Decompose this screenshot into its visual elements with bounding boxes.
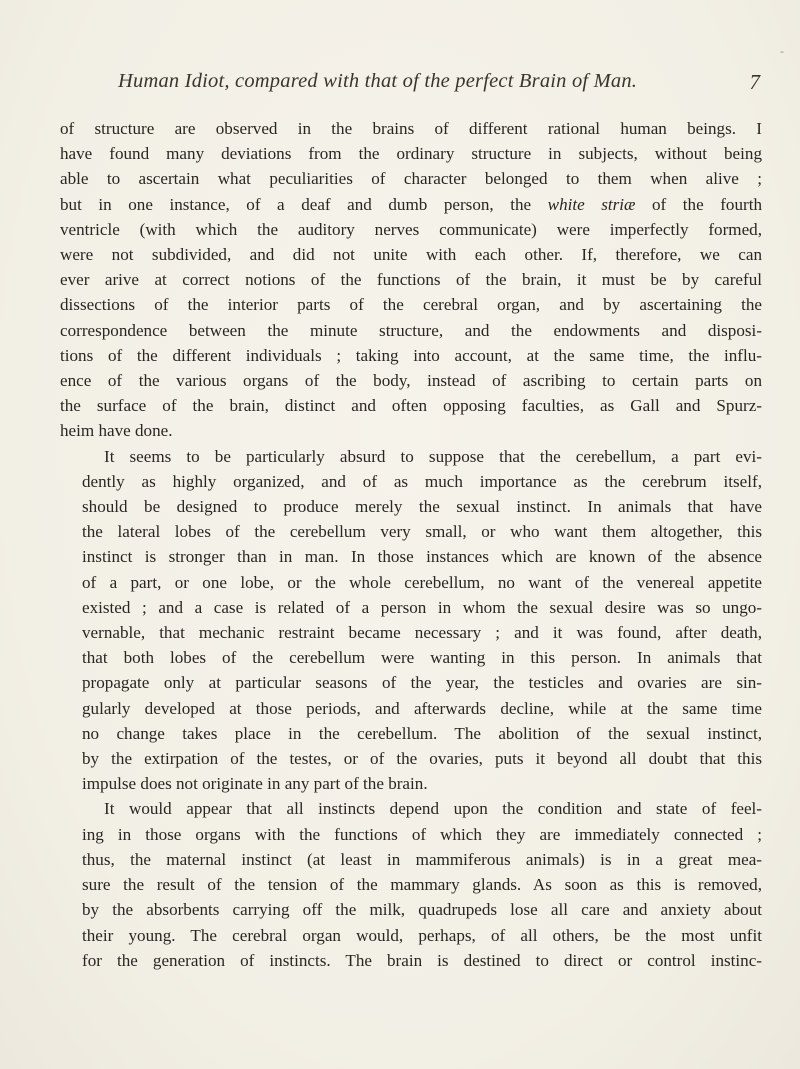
text-line: of a part, or one lobe, or the whole cerebellum, no want of the venereal appetite — [82, 572, 762, 592]
text-line: the surface of the brain, distinct and often opposing faculties, as Gall and Spurz- — [60, 396, 762, 416]
italic-phrase: white striæ — [547, 194, 636, 214]
running-title: Human Idiot, compared with that of the perfect Brain of Man. — [118, 70, 638, 92]
text-line: for the generation of instincts. The brain is destined to direct or control instinc- — [82, 950, 762, 970]
text-line-with-italic — [60, 192, 762, 217]
text-line: by the extirpation of the testes, or of the ovaries, puts it beyond all doubt that this — [82, 749, 762, 769]
text-line: propagate only at particular seasons of the year, the testicles and ovaries are sin- — [82, 673, 762, 693]
text-line: gularly developed at those periods, and afterwards decline, while at the same time — [82, 698, 762, 718]
text-line: thus, the maternal instinct (at least in mammiferous animals) is in a great mea- — [82, 849, 762, 869]
text-line: that both lobes of the cerebellum were wanting in this person. In animals that — [82, 648, 762, 668]
text-line: existed ; and a case is related of a person in whom the sexual desire was so ungo- — [82, 597, 762, 617]
paragraph-1 — [60, 116, 762, 444]
text-line: should be designed to produce merely the sexual instinct. In animals that have — [82, 497, 762, 517]
page-number: 7 — [749, 70, 760, 94]
text-segment: of the fourth — [635, 194, 762, 214]
text-line: ventricle (with which the auditory nerves communicate) were imperfectly formed, — [60, 219, 762, 239]
text-line: have found many deviations from the ordinary structure in subjects, without being — [60, 144, 762, 164]
text-line: able to ascertain what peculiarities of character belonged to them when alive ; — [60, 169, 762, 189]
text-line: of structure are observed in the brains of different rational human beings. I — [60, 119, 762, 138]
paragraph-3 — [60, 796, 762, 972]
text-line: impulse does not originate in any part of the brain. — [82, 774, 428, 794]
corner-mark: - — [780, 44, 784, 58]
text-line: heim have done. — [60, 421, 173, 441]
text-line: tions of the different individuals ; taking into account, at the same time, the influ- — [60, 345, 762, 365]
text-line: vernable, that mechanic restraint became necessary ; and it was found, after death, — [82, 623, 762, 643]
text-line: correspondence between the minute structure, and the endowments and disposi- — [60, 320, 762, 340]
text-line: ever arive at correct notions of the functions of the brain, it must be by careful — [60, 270, 762, 290]
paragraph-2 — [60, 444, 762, 797]
text-line: It seems to be particularly absurd to suppose that the cerebellum, a part evi- — [104, 446, 762, 466]
text-line: no change takes place in the cerebellum. The abolition of the sexual instinct, — [82, 723, 762, 743]
text-line: It would appear that all instincts depend upon the condition and state of feel- — [104, 799, 762, 819]
text-line: were not subdivided, and did not unite with each other. If, therefore, we can — [60, 245, 762, 265]
running-head — [60, 70, 760, 100]
text-line: dently as highly organized, and of as much importance as the cerebrum itself, — [82, 471, 762, 491]
body-text — [60, 116, 762, 973]
text-line: instinct is stronger than in man. In those instances which are known of the absence — [82, 547, 762, 567]
text-line: by the absorbents carrying off the milk, quadrupeds lose all care and anxiety about — [82, 900, 762, 920]
text-segment: but in one instance, of a deaf and dumb person, the — [60, 194, 548, 214]
text-line: their young. The cerebral organ would, perhaps, of all others, be the most unfit — [82, 925, 762, 945]
text-line: dissections of the interior parts of the cerebral organ, and by ascertaining the — [60, 295, 762, 315]
text-line: ence of the various organs of the body, instead of ascribing to certain parts on — [60, 371, 762, 391]
text-line: the lateral lobes of the cerebellum very small, or who want them altogether, this — [82, 522, 762, 542]
text-line: sure the result of the tension of the mammary glands. As soon as this is removed, — [82, 875, 762, 895]
text-line: ing in those organs with the functions of which they are immediately connected ; — [82, 824, 762, 844]
